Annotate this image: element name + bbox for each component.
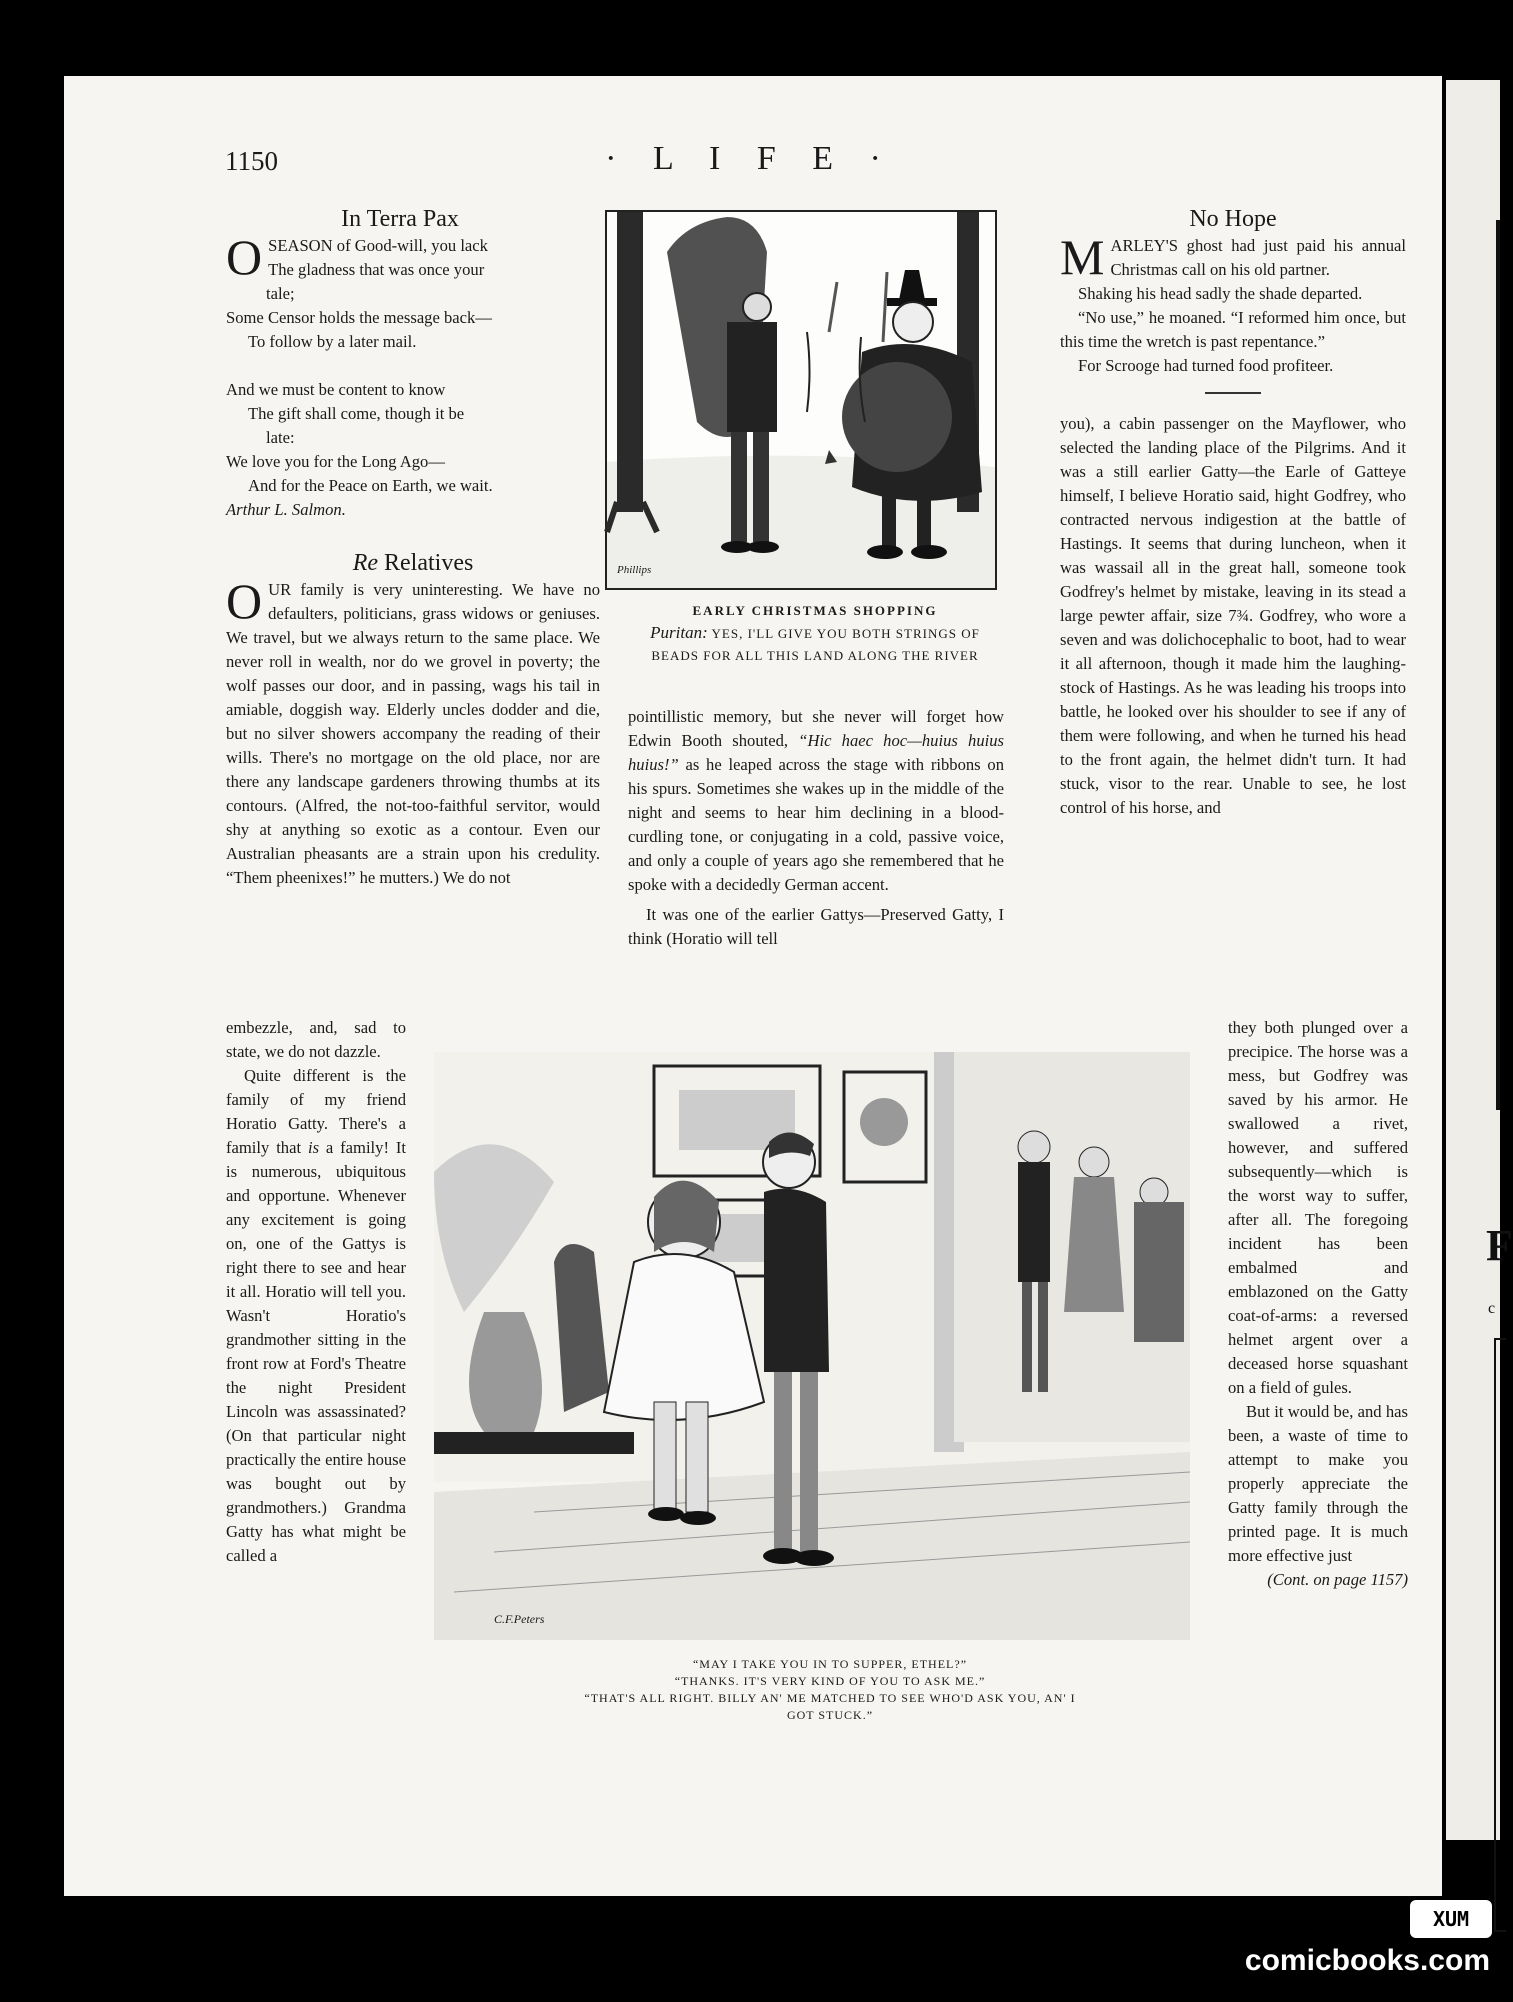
cartoon-christmas-shopping — [605, 210, 997, 590]
poem-line: The gladness that was once your — [268, 260, 485, 279]
body-text: UR family is very uninteresting. We have no defaulters, politicians, grass widows or geniuses. We travel, but we always return to the same place. We never roll in wealth, nor do we grovel in poverty; the wolf passes our door, and in passing, wags his tail in amiable, doggish way. Elderly uncles dodder and die, but no silver showers accompany the reading of their wills. There's no mortgage on the old place, nor are there any landscape gardeners throwing thumbs at its contours. (Alfred, the not-too-faithful servitor, would shy at anything so exotic as a contour. Even our Australian pheasants are a strain upon his credulity. “Them pheenixes!” he mutters.) We do not — [226, 580, 600, 887]
title-rest: Relatives — [378, 550, 474, 576]
cartoon-signature: Phillips — [617, 564, 652, 576]
body-text: “No use,” he moaned. “I reformed him once, but this time the wretch is past repentance.” — [1060, 308, 1406, 351]
poem-line: And for the Peace on Earth, we wait. — [248, 476, 493, 495]
body-text: Quite different is the family of my friend Horatio Gatty. There's a family that is a family! It is numerous, ubiquitous and opportune. Whenever any excitement is going on, one of the Gattys is right there to see and hear it all. Horatio will tell you. Wasn't Horatio's grandmother sitting in the front row at Ford's Theatre the night President Lincoln was assassinated? (On that particular night practically the entire house was bought out by grandmothers.) Grandma Gatty has what might be called a — [226, 1066, 406, 1565]
body-text: For Scrooge had turned food profiteer. — [1078, 356, 1334, 375]
article-re-relatives — [226, 548, 600, 890]
article-title: No Hope — [1189, 206, 1277, 232]
drop-cap: M — [1060, 229, 1105, 285]
poem-line: And we must be content to know — [226, 380, 446, 399]
next-page-box — [1494, 1338, 1506, 1932]
next-page-edge — [1446, 80, 1513, 1840]
cartoon-illustration — [434, 1052, 1190, 1640]
page-number: 1150 — [225, 146, 278, 176]
body-text: It was one of the earlier Gattys—Preserved Gatty, I think (Horatio will tell — [628, 905, 1004, 948]
caption-line: Puritan: YES, I'LL GIVE YOU BOTH STRINGS OF — [650, 623, 980, 642]
source-site: comicbooks.com — [1244, 1944, 1490, 1977]
cartoon-supper — [434, 1052, 1190, 1640]
poem-title: In Terra Pax — [341, 206, 459, 232]
next-page-small-letter: c — [1488, 1300, 1496, 1317]
drop-cap: O — [226, 573, 263, 629]
next-page-letter: F — [1486, 1221, 1513, 1270]
title-italic: Re — [352, 550, 378, 576]
article-no-hope — [1060, 204, 1406, 820]
poem-line: SEASON of Good-will, you lack — [268, 236, 488, 255]
poem-in-terra-pax — [226, 204, 574, 522]
poem-line: Some Censor holds the message back— — [226, 308, 492, 327]
body-text: But it would be, and has been, a waste of time to attempt to make you properly appreciate the Gatty family through the printed page. It is much more effective just — [1228, 1402, 1408, 1565]
masthead: · L I F E · — [605, 140, 895, 177]
article-middle-column — [628, 705, 1004, 951]
body-text: Shaking his head sadly the shade departed. — [1078, 284, 1363, 303]
body-text: they both plunged over a precipice. The horse was a mess, but Godfrey was saved by his armor. He swallowed a rivet, however, and suffered subsequently—which is the worst way to suffer, after all. The foregoing incident has been embalmed and emblazoned on the Gatty coat-of-arms: a reversed helmet argent over a deceased horse squashant on a field of gules. — [1228, 1018, 1408, 1397]
poem-author: Arthur L. Salmon. — [226, 500, 346, 519]
poem-line: We love you for the Long Ago— — [226, 452, 445, 471]
continued-note: (Cont. on page 1157) — [1267, 1570, 1408, 1589]
drop-cap: O — [226, 229, 263, 285]
body-text: ARLEY'S ghost had just paid his annual Christmas call on his old partner. — [1110, 236, 1406, 279]
caption-title: EARLY CHRISTMAS SHOPPING — [692, 603, 938, 618]
body-text: pointillistic memory, but she never will forget how Edwin Booth shouted, “Hic haec hoc—huius huius huius!” as he leaped across the stage with ribbons on his spurs. Sometimes she wakes up in the middle of the night and seems to hear him declining in a blood-curdling tone, or conjugating in a cold, passive voice, and only a couple of years ago she remembered that he spoke with a decidedly German accent. — [628, 707, 1005, 894]
article-right-narrow — [1228, 1016, 1408, 1592]
cartoon-illustration — [607, 212, 995, 588]
caption-speaker: Puritan: — [650, 623, 708, 642]
caption-supper — [480, 1656, 1180, 1724]
cartoon-signature: C.F.Peters — [494, 1612, 545, 1626]
poem-line: late: — [266, 428, 295, 447]
next-page-rule — [1496, 220, 1500, 1110]
caption-line: “THANKS. IT'S VERY KIND OF YOU TO ASK ME.” — [674, 1674, 986, 1688]
section-divider — [1205, 392, 1261, 394]
caption-christmas-shopping — [605, 600, 1025, 667]
caption-line: GOT STUCK.” — [786, 1708, 874, 1722]
caption-line: “THAT'S ALL RIGHT. BILLY AN' ME MATCHED TO SEE WHO'D ASK YOU, AN' I — [584, 1691, 1076, 1705]
article-re-relatives-narrow — [226, 1016, 406, 1568]
poem-line: To follow by a later mail. — [248, 332, 417, 351]
caption-line: “MAY I TAKE YOU IN TO SUPPER, ETHEL?” — [692, 1657, 968, 1671]
source-badge — [1410, 1900, 1492, 1938]
poem-line: tale; — [266, 284, 295, 303]
article-title — [226, 548, 600, 578]
caption-line: BEADS FOR ALL THIS LAND ALONG THE RIVER — [651, 648, 979, 663]
poem-line: The gift shall come, though it be — [248, 404, 465, 423]
body-text: embezzle, and, sad to state, we do not dazzle. — [226, 1018, 406, 1061]
body-text: you), a cabin passenger on the Mayflower, who selected the landing place of the Pilgrims. And it was a still earlier Gatty—the Earle of Gatteye himself, I believe Horatio said, hight Godfrey, who contracted nervous indigestion at the battle of Hastings. It seems that during luncheon, when it was wassail all in the great hall, someone took Godfrey's helmet by mistake, leaving in its stead a large pewter affair, size 7¾. Godfrey, who wore a seven and was dolichocephalic to boot, had to wear it all afternoon, though it made him the laughing-stock of Hastings. As he was leading his troops into battle, he looked over his shoulder to see if any of them were following, and when he turned his head to the front again, the helmet didn't turn. It had stuck, visor to the rear. Unable to see, he lost control of his horse, and — [1060, 414, 1406, 817]
source-badge-text: XUM — [1432, 1907, 1470, 1931]
